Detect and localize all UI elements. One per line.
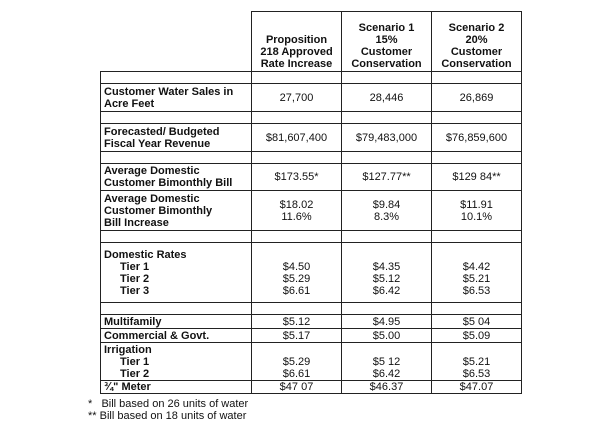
- value-revenue-scenario1: $79,483,000: [342, 124, 432, 152]
- value-bill-increase-scenario2: $11.91 10.1%: [432, 191, 522, 231]
- label-average-bill: Average Domestic Customer Bimonthly Bill: [101, 164, 252, 191]
- spacer-row: [101, 72, 522, 84]
- value-commercial-scenario1: $5.00: [342, 329, 432, 343]
- value-bill-increase-scenario1: $9.84 8.3%: [342, 191, 432, 231]
- value-commercial-scenario2: $5.09: [432, 329, 522, 343]
- spacer-row: [101, 112, 522, 124]
- value-meter-scenario1: $46.37: [342, 381, 432, 394]
- label-revenue: Forecasted/ Budgeted Fiscal Year Revenue: [101, 124, 252, 152]
- row-water-sales: [101, 84, 522, 112]
- label-irrigation: Irrigation Tier 1 Tier 2: [101, 343, 252, 381]
- value-revenue-prop218: $81,607,400: [252, 124, 342, 152]
- value-meter-scenario2: $47.07: [432, 381, 522, 394]
- value-average-bill-scenario1: $127.77**: [342, 164, 432, 191]
- value-bill-increase-prop218: $18.02 11.6%: [252, 191, 342, 231]
- header-row: [101, 12, 522, 72]
- value-domestic-prop218: $4.50 $5.29 $6.61: [252, 243, 342, 303]
- header-scenario-1: Scenario 1 15% Customer Conservation: [342, 12, 432, 72]
- label-meter: ¾" Meter: [101, 381, 252, 394]
- footnote-18-units: ** Bill based on 18 units of water: [88, 410, 247, 422]
- rate-comparison-table: [100, 11, 522, 394]
- label-water-sales: Customer Water Sales in Acre Feet: [101, 84, 252, 112]
- header-corner: [101, 12, 252, 72]
- value-domestic-scenario1: $4.35 $5.12 $6.42: [342, 243, 432, 303]
- label-commercial: Commercial & Govt.: [101, 329, 252, 343]
- value-revenue-scenario2: $76,859,600: [432, 124, 522, 152]
- value-commercial-prop218: $5.17: [252, 329, 342, 343]
- value-domestic-scenario2: $4.42 $5.21 $6.53: [432, 243, 522, 303]
- label-bill-increase: Average Domestic Customer Bimonthly Bill Increase: [101, 191, 252, 231]
- footnotes: [88, 398, 248, 422]
- row-domestic-rates: [101, 243, 522, 303]
- row-commercial: [101, 329, 522, 343]
- value-irrigation-prop218: $5.29 $6.61: [252, 343, 342, 381]
- header-scenario-2: Scenario 2 20% Customer Conservation: [432, 12, 522, 72]
- row-multifamily: [101, 315, 522, 329]
- value-meter-prop218: $47 07: [252, 381, 342, 394]
- spacer-row: [101, 152, 522, 164]
- row-average-bill: [101, 164, 522, 191]
- label-multifamily: Multifamily: [101, 315, 252, 329]
- footnote-26-units: * Bill based on 26 units of water: [88, 398, 249, 410]
- row-irrigation: [101, 343, 522, 381]
- value-water-sales-prop218: 27,700: [252, 84, 342, 112]
- row-revenue: [101, 124, 522, 152]
- value-multifamily-scenario2: $5 04: [432, 315, 522, 329]
- value-multifamily-scenario1: $4.95: [342, 315, 432, 329]
- value-water-sales-scenario1: 28,446: [342, 84, 432, 112]
- header-proposition-218: Proposition 218 Approved Rate Increase: [252, 12, 342, 72]
- row-meter: [101, 381, 522, 394]
- value-average-bill-prop218: $173.55*: [252, 164, 342, 191]
- value-water-sales-scenario2: 26,869: [432, 84, 522, 112]
- spacer-row: [101, 231, 522, 243]
- value-multifamily-prop218: $5.12: [252, 315, 342, 329]
- value-average-bill-scenario2: $129 84**: [432, 164, 522, 191]
- rate-comparison-sheet: [100, 11, 521, 394]
- value-irrigation-scenario1: $5 12 $6.42: [342, 343, 432, 381]
- label-domestic-rates: Domestic Rates Tier 1 Tier 2 Tier 3: [101, 243, 252, 303]
- value-irrigation-scenario2: $5.21 $6.53: [432, 343, 522, 381]
- row-bill-increase: [101, 191, 522, 231]
- spacer-row: [101, 303, 522, 315]
